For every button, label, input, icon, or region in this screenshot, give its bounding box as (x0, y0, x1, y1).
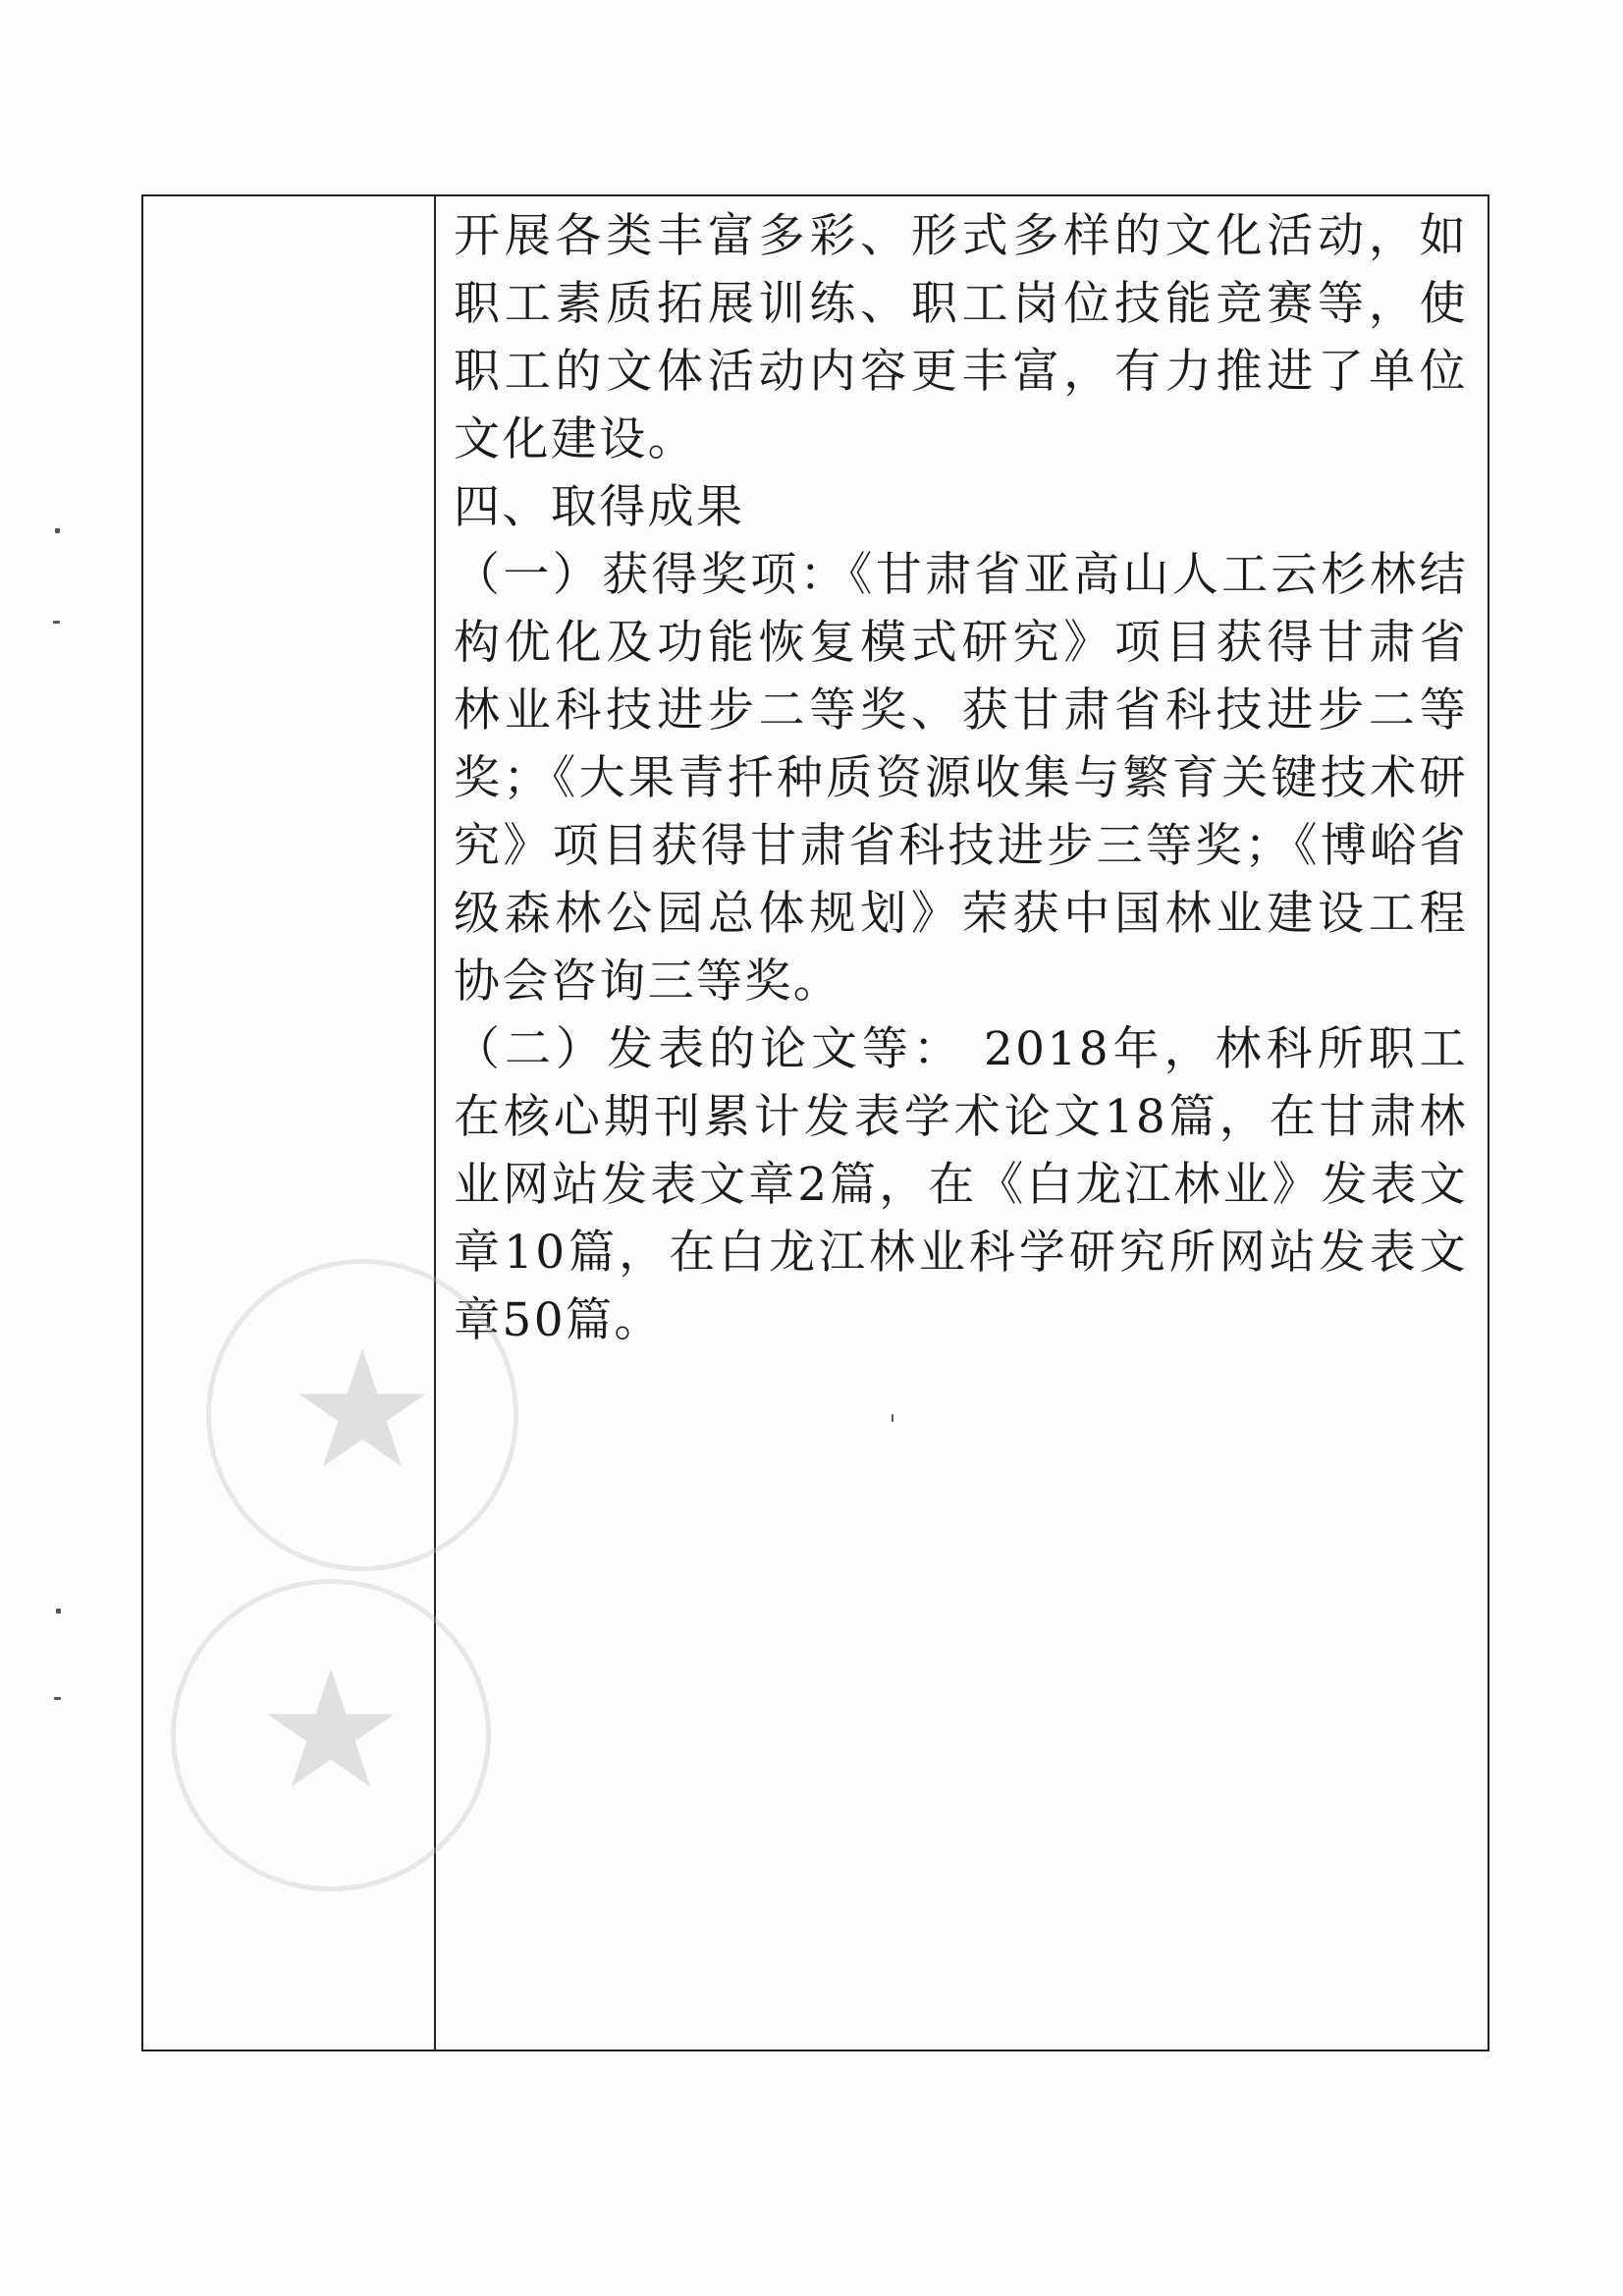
faded-seal-stamp (206, 1259, 518, 1571)
star-icon (211, 1264, 514, 1566)
content-cell (436, 196, 1488, 2050)
faded-seal-stamp (171, 1579, 491, 1891)
paragraph-culture-activities: 开展各类丰富多彩、形式多样的文化活动，如职工素质拓展训练、职工岗位技能竞赛等，使职工的文体活动内容更丰富，有力推进了单位文化建设。 (454, 209, 1468, 466)
scan-speck (892, 1414, 893, 1422)
scan-speck (56, 1609, 61, 1613)
section-heading-achievements: 四、取得成果 (454, 480, 745, 534)
scan-speck (53, 621, 60, 624)
star-icon (176, 1584, 486, 1886)
paragraph-awards: （一）获得奖项：《甘肃省亚高山人工云杉林结构优化及功能恢复模式研究》项目获得甘肃省林业科技进步二等奖、获甘肃省科技进步二等奖；《大果青扦种质资源收集与繁育关键技术研究》项目获得甘肃省科技进步三等奖；《博峪省级森林公园总体规划》荣获中国林业建设工程协会咨询三等奖。 (454, 548, 1468, 1009)
scan-speck (54, 1697, 61, 1700)
paragraph-publications: （二）发表的论文等： 2018年，林科所职工在核心期刊累计发表学术论文18篇，在甘肃林业网站发表文章2篇，在《白龙江林业》发表文章10篇，在白龙江林业科学研究所网站发表文章50篇。 (454, 1022, 1468, 1347)
scan-speck (55, 528, 60, 533)
